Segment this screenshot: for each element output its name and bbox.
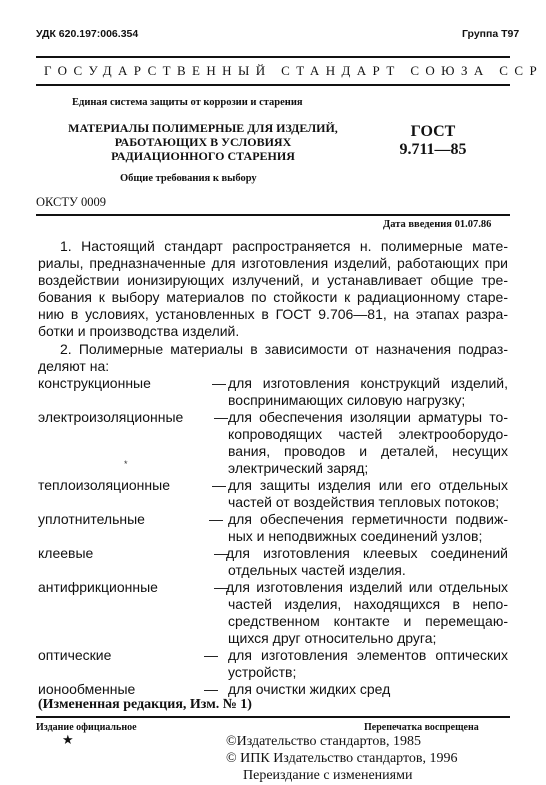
group-code: Группа Т97 <box>462 28 520 40</box>
okstu-code: ОКСТУ 0009 <box>36 195 107 209</box>
definition-line: ных и неподвижных соединений узлов; <box>228 528 483 544</box>
definition-dash: — <box>209 511 223 527</box>
definition-line: для очистки жидких сред <box>228 681 391 697</box>
paragraph-line: воздействии ионизирующих излучений, и устанавливает общие тре- <box>38 272 508 288</box>
definition-line: средственном контакте и перемещаю- <box>228 613 508 629</box>
definition-term: антифрикционные <box>38 579 158 595</box>
paragraph-line: деляют на: <box>38 358 110 374</box>
definition-dash: — <box>204 647 218 663</box>
star-mark: * <box>124 459 128 469</box>
definition-line: для обеспечения герметичности подвиж- <box>228 511 508 527</box>
reprint-notice: Перепечатка воспрещена <box>364 722 479 733</box>
definition-line: для обеспечения изоляции арматуры то- <box>228 409 508 425</box>
copyright-line: © ИПК Издательство стандартов, 1996 <box>226 751 458 766</box>
state-standard-heading: ГОСУДАРСТВЕННЫЙ СТАНДАРТ СОЮЗА ССР <box>44 63 544 78</box>
title-line: РАБОТАЮЩИХ В УСЛОВИЯХ <box>114 135 292 149</box>
definition-dash: — <box>214 409 228 425</box>
definition-dash: — <box>214 579 228 595</box>
definition-line: для изготовления изделий или отдельных <box>226 579 508 595</box>
top-rule <box>36 56 510 58</box>
standard-title <box>63 121 343 163</box>
title-line: РАДИАЦИОННОГО СТАРЕНИЯ <box>111 149 295 163</box>
definition-line: воспринимающих силовую нагрузку; <box>228 392 466 408</box>
definition-term: теплоизоляционные <box>38 477 170 493</box>
okstu-rule <box>36 214 510 216</box>
definition-line: для изготовления элементов оптических <box>228 647 508 663</box>
paragraph-line: 1. Настоящий стандарт распространяется н. полимерные мате- <box>60 238 508 254</box>
definition-line: устройств; <box>228 664 297 680</box>
definition-dash: — <box>212 477 226 493</box>
definition-line: для защиты изделия или его отдельных <box>228 477 508 493</box>
revision-note: (Измененная редакция, Изм. № 1) <box>38 697 252 712</box>
definition-line: частей изделия, находящихся в непо- <box>228 596 508 612</box>
gost-label: ГОСТ <box>410 123 456 140</box>
definition-term: конструкционные <box>38 375 151 391</box>
definition-line: отдельных частей изделия. <box>228 562 406 578</box>
reissue-note: Переиздание с изменениями <box>243 768 413 783</box>
definition-line: для изготовления конструкций изделий, <box>228 375 508 391</box>
definition-line: копроводящих частей электрооборудо- <box>228 426 508 442</box>
definition-dash: — <box>214 545 228 561</box>
gost-designation <box>397 123 469 159</box>
definition-line: для изготовления клеевых соединений <box>226 545 508 561</box>
definition-term: ионообменные <box>38 681 136 697</box>
definition-term: оптические <box>38 647 112 663</box>
definition-term: клеевые <box>38 545 94 561</box>
copyright-line: ©Издательство стандартов, 1985 <box>226 734 421 749</box>
definition-line: щихся друг относительно друга; <box>228 630 437 646</box>
standard-subtitle: Общие требования к выбору <box>120 173 257 184</box>
paragraph-line: нию в условиях, установленных в ГОСТ 9.706—81, на этапах разра- <box>38 306 508 322</box>
title-line: МАТЕРИАЛЫ ПОЛИМЕРНЫЕ ДЛЯ ИЗДЕЛИЙ, <box>68 121 338 135</box>
definition-term: электроизоляционные <box>38 409 184 425</box>
footer-rule <box>36 716 510 718</box>
paragraph-line: 2. Полимерные материалы в зависимости от назначения подраз- <box>60 341 508 357</box>
system-name: Единая система защиты от коррозии и старения <box>72 97 303 108</box>
paragraph-line: риалы, предназначенные для изготовления изделий, работающих при <box>38 255 508 271</box>
heading-rule <box>36 84 510 86</box>
paragraph-line: ботки и производства изделий. <box>38 323 240 339</box>
definition-line: вания, проводов и деталей, несущих <box>228 443 508 459</box>
definition-line: электрический заряд; <box>228 460 369 476</box>
definition-dash: — <box>212 375 226 391</box>
paragraph-line: бования к выбору материалов по стойкости к радиационному старе- <box>38 289 508 305</box>
official-edition: Издание официальное <box>36 722 137 733</box>
definition-line: частей от воздействия тепловых потоков; <box>228 494 500 510</box>
definition-term: уплотнительные <box>38 511 145 527</box>
udk-code: УДК 620.197:006.354 <box>36 28 139 40</box>
definition-dash: — <box>204 681 218 697</box>
star-icon: ★ <box>62 732 74 747</box>
gost-number: 9.711—85 <box>399 141 467 158</box>
intro-date: Дата введения 01.07.86 <box>383 219 492 230</box>
